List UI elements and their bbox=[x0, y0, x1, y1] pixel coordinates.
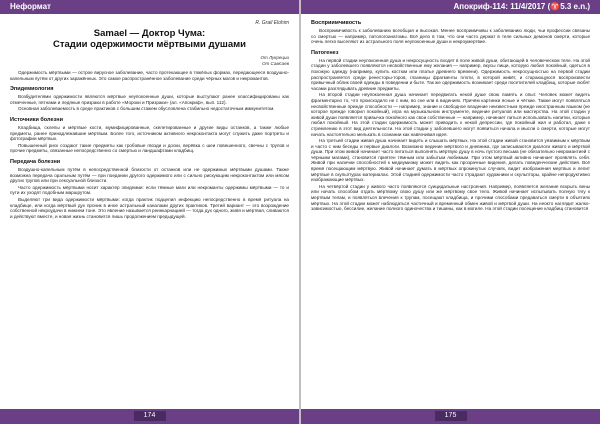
right-content bbox=[311, 20, 590, 406]
left-header: Неформат bbox=[0, 0, 299, 14]
left-page bbox=[0, 0, 299, 424]
section-pathogenesis-title: Патогенез bbox=[311, 49, 339, 56]
translator-1: От Лукреции bbox=[260, 55, 289, 60]
section-sources-title: Источники болезни bbox=[10, 116, 63, 123]
paragraph: Восприимчивость к заболеванию всеобщая и высокая. Менее восприимчивы к заболеванию люди, чьи профессии связаны со смертью — например, патологоанатомы. Всё дело в том, что они часто держат в теле сильных демонов смерти, которые очень легко выселяют из астрального поля неупокоенные души и некроумертвие. bbox=[311, 28, 590, 45]
article-title bbox=[10, 28, 289, 50]
right-page bbox=[301, 0, 600, 424]
section-transmission-title: Передача болезни bbox=[10, 158, 61, 165]
paragraph: Часто одержимость мёртвыми носит характер эпидемии: если тёмные маги или некроманты одержимы мёртвыми — то и пути их уходят подобным маршрутом. bbox=[10, 184, 289, 196]
paragraph: Возбудителями одержимости являются мёртвые неупокоенные души, которые выступают ранее классифицированы как отмеченные, пятнами и ледяные призраки в работе «Мороки и Призраки» (ал. «Апокриф», вып. 112). bbox=[10, 94, 289, 105]
paragraph: Выделяют три вида одержимости мёртвыми: когда практик подцепил инфекцию непосредственно в время ритуала на кладбище, или когда мёртвый дух проник в иное астральный каналами других практиков. Третий вариант — это возрождение собственной некроудачи в нижнем тоне. Это явление называется реинкарнацией — тогда дух одного, живя и мёртвая, сливаются и действуют вместе, и новая жизнь становится лишь продолжением предыдущей. bbox=[10, 196, 289, 219]
paragraph: На второй стадии неупокоенная душа начинает передвигать некой душе свою память и опыт. Человек может видеть фрагментарно то, что происходило не с ним, во сне или в видениях. Причём картинки ясные и чёткие. Также могут появляться несвойственные прежде способности — например, знание и свободное владение неизвестным прежде иностранным языком (не которое прежде говорил покойный), игра на музыкальном инструменте, ведение ритуалов или мастерства. На этой стадии у живой души появляется привычка покойного как свои собственные — например, начинает питься использовать напитки, которые любил покойный. На этой стадии одержимость может приводить к некой депрессии, где покойный жил и работал, даже к стремлению в этот вид деятельности. На этой стадии у заболевшего могут появиться начала и мысли о смерти, которые могут начать настоятельно мелькать в сознании как навязчивая идея. bbox=[311, 92, 590, 137]
page-number-left: 174 bbox=[134, 411, 166, 421]
section-susceptibility-title: Восприимчивость bbox=[311, 20, 362, 26]
author: R. Grail Elohim bbox=[255, 20, 289, 26]
paragraph: На четвёртой стадии у живого часто появляются суицидальные настроения. Например, появляется желание вскрыть вены или начать способом отдать мёртвому свою душу или же мёртвому свое тело. Живой начинает испытывать полную тягу к мертвым телам, и появляться влечения к трупам, посещают кладбища, и прочими способами предаваться смерти в объятиях мёртвых. На этой стадии может наблюдаться частичный и временный обмен живой и мёртвой души. На неокто наглядит жалко-зависимостью, бессилие, желание полного одиночества и тишины, как в могиле. На этой стадии посещение кладбищ становится bbox=[311, 183, 590, 212]
right-header: Апокриф-114: 11/4/2017 (♈5.3 e.n.) bbox=[301, 0, 600, 14]
page-number-right: 175 bbox=[435, 411, 467, 421]
title-line-2: Стадии одержимости мёртвыми душами bbox=[53, 39, 246, 50]
left-footer-bar bbox=[0, 409, 299, 424]
left-content bbox=[10, 18, 289, 406]
section-epidemiology-title: Эпидемиология bbox=[10, 86, 54, 93]
translator-2: От Самсаев bbox=[262, 60, 289, 66]
paragraph: Повышенный риск создают такие предметы как гробовые гвозди и доски, верёвка с шеи повешенного, свечны с трупов и прочие предметы, связанные непосредственно со смертью и ландшафтами кладбищ. bbox=[10, 142, 289, 154]
paragraph: На третьей стадии живая душа начинает видеть и слышать мёртвых. На этой стадии живой становится уязвимым к мёртвым и часто с ним беседы и первые диалоги. Возможно ведение мёртвого и дневника, где записываются диалоги живого и мёртвой души. При этом живой начинает часто питаться выполнять мёртвую душу в ночь пустого весьма (не обязательно некромантией с чёрными магами), становится приятен тёмным или забытым любимым. При этом мёртвый активно начинает проявлять себя. Живой при наличии способностей к медиумизму может видеть как прозрачные видения, делать поведенческие действия. Всё время посещающим мёртвую. Живой начинает думать в мёртвых опрокинутых случаях, видит изображения мертвых и лепит мёртвые в скульптурах материалах. Этой стадией одержимости часто страдают художники и скульпторы, крайне непродуктивно изображающие мёртвых. bbox=[311, 138, 590, 183]
right-footer-bar bbox=[301, 409, 600, 424]
paragraph: Основная заболеваемость в среде практиков с большим стажем обусловлена стабильно недостаточным иммунитетом. bbox=[18, 106, 275, 112]
paragraph: Воздушно-капельным путём в непосредственной близости от останков или не одержимых мёртвыми душами. Также возможна передача оральным путём — при поедании другого одержимого или с сильно рискующим некроконтактом или мясом других трупов или при сексуальной близости. bbox=[10, 166, 289, 184]
paragraph: На первой стадии неупокоенная душа и некросущность входят в поле живой души, обитающей в человеческом теле. На этой стадии у заболевшего появляются несвойственные ему желания — например, вкусы пищи, которую любил покойный, одеться в похожую одежду (например, купить костюм или платье древнего времени). Одержимость некросущностью на первой стадии распространяется среди ренесторы-торов, глазницы фрагменты плоти, в которой живёт, и старающуюся воспроизвести привычный облик своей одежды в поведении и быте. Так же одержимость возникает среди посетителей кладбищ, которые любят часами разглядывать древние предметы. bbox=[311, 57, 590, 91]
paragraph: Кладбища, склепы и мёртвые кости, мумифицированные, скелетированные и другие виды останков, а также любые предметы, ранее принадлежавшие мёртвым. Более того, источником активного некроконтакта могут служить даже портреты и фотографии мёртвых. bbox=[10, 124, 289, 142]
intro-paragraph: Одержимость мёртвыми — острое вирусное заболевание, часто протекающее в тяжёлых формах, передающееся воздушно-капельным путём от других заражённых. Это самое распространённое заболевание среди чёрных магов и некромантов. bbox=[10, 70, 289, 81]
title-line-1: Samael — Доктор Чума: bbox=[93, 28, 206, 39]
